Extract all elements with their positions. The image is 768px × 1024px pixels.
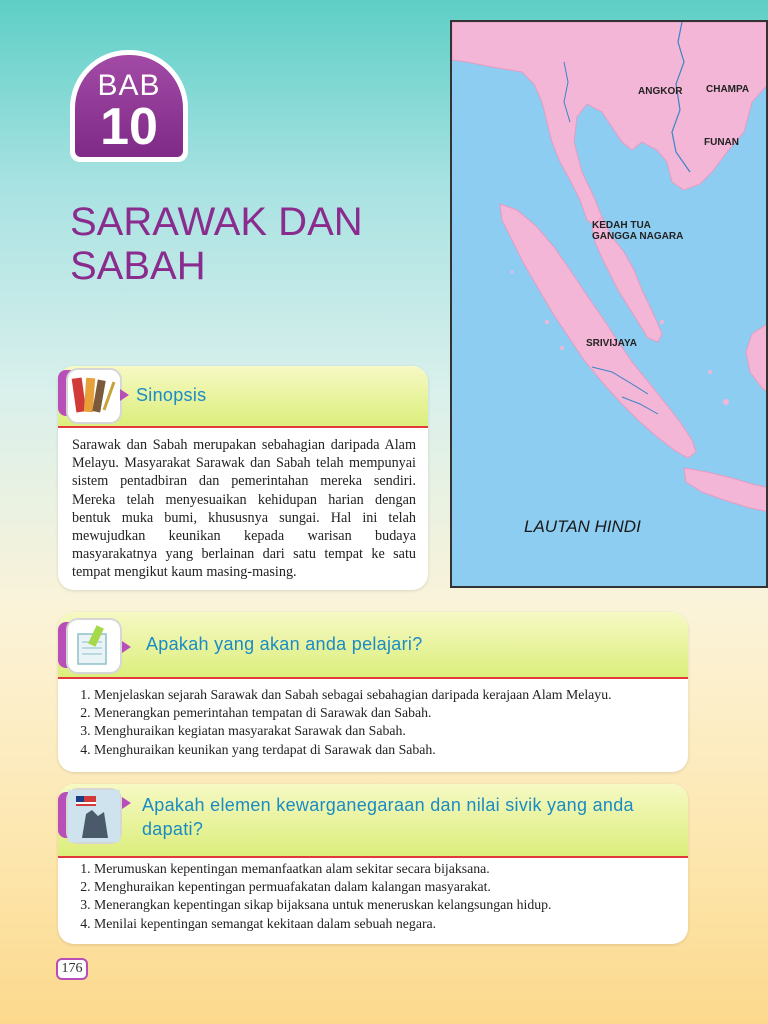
learning-title: Apakah yang akan anda pelajari?: [146, 634, 423, 654]
map-island: [660, 320, 664, 324]
map-label-srivijaya: SRIVIJAYA: [586, 338, 637, 349]
civic-list: [70, 860, 704, 933]
historical-map: [450, 20, 768, 588]
learning-item: 1. Menjelaskan sejarah Sarawak dan Sabah sebagai sebahagian daripada kerajaan Alam Melayu.: [94, 686, 704, 704]
learning-arrow-icon: [122, 641, 131, 653]
map-graphic: [452, 22, 768, 588]
civic-item: 3. Menerangkan kepentingan sikap bijaksana untuk meneruskan kelangsungan hidup.: [94, 896, 704, 914]
civic-item: 4. Menilai kepentingan semangat kekitaan dalam sebuah negara.: [94, 915, 704, 933]
map-label-angkor: ANGKOR: [638, 86, 683, 97]
civic-title: Apakah elemen kewarganegaraan dan nilai sivik yang anda dapati?: [142, 795, 634, 839]
learning-list: [70, 686, 704, 759]
chapter-badge-inner: [75, 55, 183, 157]
chapter-word: BAB: [97, 69, 161, 102]
civic-arrow-icon: [122, 797, 131, 809]
synopsis-text: Sarawak dan Sabah merupakan sebahagian daripada Alam Melayu. Masyarakat Sarawak dan Sabah telah mempunyai sistem pentadbiran dan pemerintahan mereka sendiri. Mereka telah menyesuaikan kehidupan harian dengan bentuk muka bumi, khususnya sungai. Hal ini telah mewujudkan keunikan kepada warisan budaya masyarakatnya yang berlainan dari satu tempat ke satu tempat mengikut kaum masing-masing.: [72, 437, 416, 581]
map-land-borneo: [746, 322, 768, 394]
map-label-sea: LAUTAN HINDI: [524, 517, 641, 536]
map-label-kedah: KEDAH TUA GANGGA NAGARA: [592, 220, 684, 242]
synopsis-title: Sinopsis: [136, 385, 207, 405]
map-land-java: [684, 468, 768, 512]
civic-item: 2. Menghuraikan kepentingan permuafakatan dalam kalangan masyarakat.: [94, 878, 704, 896]
map-island: [545, 320, 549, 324]
writing-pad-icon: [66, 618, 122, 674]
map-land-mainland: [452, 22, 768, 227]
civic-item: 1. Merumuskan kepentingan memanfaatkan alam sekitar secara bijaksana.: [94, 860, 704, 878]
map-label-funan: FUNAN: [704, 137, 739, 148]
learning-item: 3. Menghuraikan kegiatan masyarakat Sarawak dan Sabah.: [94, 722, 704, 740]
chapter-title: SARAWAK DAN SABAH: [70, 200, 363, 288]
monument-icon: [66, 788, 122, 844]
map-island: [723, 399, 729, 405]
map-island: [560, 346, 564, 350]
books-icon: [66, 368, 122, 424]
map-label-champa: CHAMPA: [706, 84, 750, 95]
chapter-badge: [70, 50, 188, 162]
synopsis-arrow-icon: [120, 389, 129, 401]
page-number: 176: [56, 958, 88, 980]
map-island: [708, 370, 712, 374]
learning-item: 2. Menerangkan pemerintahan tempatan di Sarawak dan Sabah.: [94, 704, 704, 722]
map-island: [511, 271, 514, 274]
chapter-number: 10: [100, 98, 158, 156]
learning-item: 4. Menghuraikan keunikan yang terdapat di Sarawak dan Sabah.: [94, 741, 704, 759]
